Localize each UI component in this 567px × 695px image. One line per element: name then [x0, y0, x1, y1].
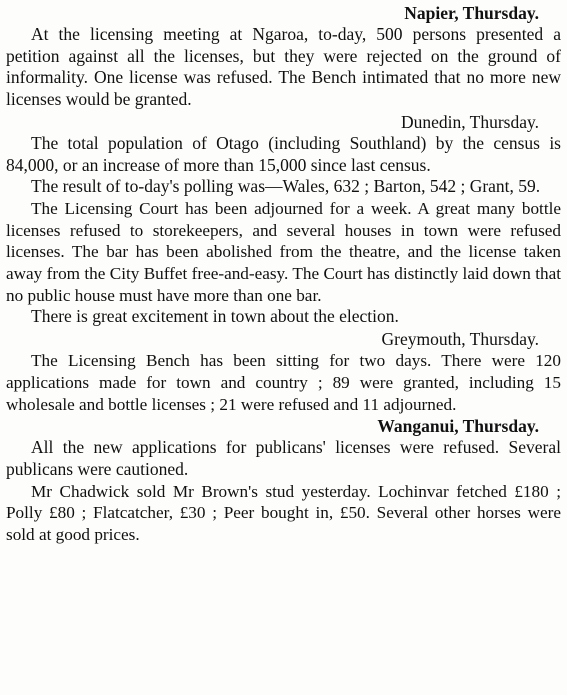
- dunedin-paragraph-3: The Licensing Court has been adjourned for a week. A great many bottle licenses refused to storekeepers, and several houses in town were refused licenses. The bar has been abolished from the theatre, and the license taken away from the City Buffet free-and-easy. The Court has distinctly laid down that no public house must have more than one bar.: [6, 198, 561, 305]
- article-greymouth: [6, 328, 561, 415]
- article-napier: [6, 2, 561, 111]
- dunedin-paragraph-1: The total population of Otago (including Southland) by the census is 84,000, or an increase of more than 15,000 since last census.: [6, 132, 561, 175]
- wanganui-paragraph-2: Mr Chadwick sold Mr Brown's stud yesterday. Lochinvar fetched £180 ; Polly £80 ; Flatcatcher, £30 ; Peer bought in, £50. Several other horses were sold at good prices.: [6, 481, 561, 545]
- article-dunedin: [6, 111, 561, 328]
- wanganui-paragraph-1: All the new applications for publicans' licenses were refused. Several publicans were cautioned.: [6, 437, 561, 479]
- dateline-dunedin: Dunedin, Thursday.: [400, 111, 539, 132]
- dunedin-paragraph-2: The result of to-day's polling was—Wales, 632 ; Barton, 542 ; Grant, 59.: [31, 176, 541, 197]
- dateline-napier: Napier, Thursday.: [404, 3, 539, 23]
- dateline-wanganui: Wanganui, Thursday.: [377, 416, 539, 437]
- greymouth-paragraph-1: The Licensing Bench has been sitting for two days. There were 120 applications made for town and country ; 89 were granted, including 15 wholesale and bottle licenses ; 21 were refused and 11 adjourned.: [6, 351, 561, 414]
- article-wanganui: [6, 415, 561, 546]
- dunedin-paragraph-4: There is great excitement in town about the election.: [31, 306, 399, 327]
- napier-paragraph-1: At the licensing meeting at Ngaroa, to-day, 500 persons presented a petition against all the licenses, but they were rejected on the ground of informality. One license was refused. The Bench intimated that no more new licenses would be granted.: [6, 24, 561, 110]
- dateline-greymouth: Greymouth, Thursday.: [381, 329, 539, 350]
